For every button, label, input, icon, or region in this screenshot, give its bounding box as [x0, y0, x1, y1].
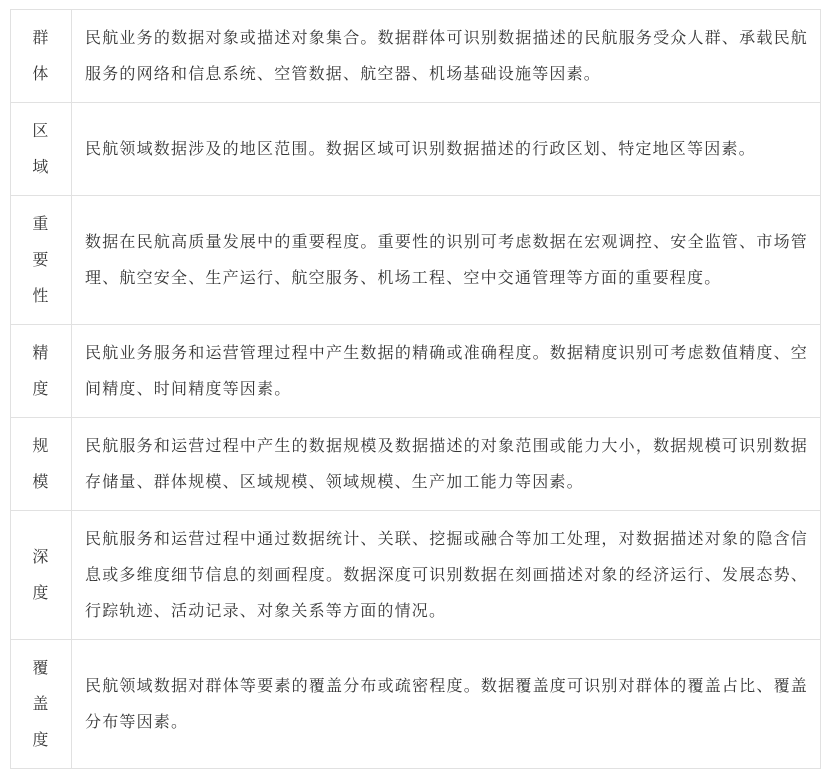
term-char: 要	[32, 250, 50, 269]
table-row	[11, 196, 821, 325]
description-cell: 民航服务和运营过程中通过数据统计、关联、挖掘或融合等加工处理，对数据描述对象的隐含信息或多维度细节信息的刻画程度。数据深度可识别数据在刻画描述对象的经济运行、发展态势、行踪轨迹、活动记录、对象关系等方面的情况。	[72, 511, 821, 640]
term-cell	[11, 511, 72, 640]
term-char: 体	[32, 64, 50, 83]
term-char: 覆	[32, 658, 50, 677]
description-cell: 民航领域数据涉及的地区范围。数据区域可识别数据描述的行政区划、特定地区等因素。	[72, 103, 821, 196]
term-cell	[11, 196, 72, 325]
term-char: 性	[32, 286, 50, 305]
term-char: 重	[32, 214, 50, 233]
description-cell: 民航业务的数据对象或描述对象集合。数据群体可识别数据描述的民航服务受众人群、承载民航服务的网络和信息系统、空管数据、航空器、机场基础设施等因素。	[72, 10, 821, 103]
term-cell	[11, 10, 72, 103]
definitions-table	[10, 9, 821, 769]
term-char: 群	[32, 28, 50, 47]
term-cell	[11, 103, 72, 196]
table-row	[11, 10, 821, 103]
table-row	[11, 103, 821, 196]
description-cell: 民航领域数据对群体等要素的覆盖分布或疏密程度。数据覆盖度可识别对群体的覆盖占比、覆盖分布等因素。	[72, 640, 821, 769]
table-row	[11, 511, 821, 640]
description-cell: 数据在民航高质量发展中的重要程度。重要性的识别可考虑数据在宏观调控、安全监管、市场管理、航空安全、生产运行、航空服务、机场工程、空中交通管理等方面的重要程度。	[72, 196, 821, 325]
term-cell	[11, 640, 72, 769]
term-char: 区	[32, 121, 50, 140]
term-char: 深	[32, 547, 50, 566]
table-row	[11, 640, 821, 769]
table-row	[11, 418, 821, 511]
term-char: 精	[32, 343, 50, 362]
description-cell: 民航服务和运营过程中产生的数据规模及数据描述的对象范围或能力大小，数据规模可识别数据存储量、群体规模、区域规模、领域规模、生产加工能力等因素。	[72, 418, 821, 511]
term-char: 域	[32, 157, 50, 176]
term-char: 模	[32, 472, 50, 491]
table-row	[11, 325, 821, 418]
term-char: 度	[32, 583, 50, 602]
description-cell: 民航业务服务和运营管理过程中产生数据的精确或准确程度。数据精度识别可考虑数值精度、空间精度、时间精度等因素。	[72, 325, 821, 418]
term-cell	[11, 418, 72, 511]
term-char: 度	[32, 730, 50, 749]
term-char: 规	[32, 436, 50, 455]
term-char: 度	[32, 379, 50, 398]
term-char: 盖	[32, 694, 50, 713]
term-cell	[11, 325, 72, 418]
